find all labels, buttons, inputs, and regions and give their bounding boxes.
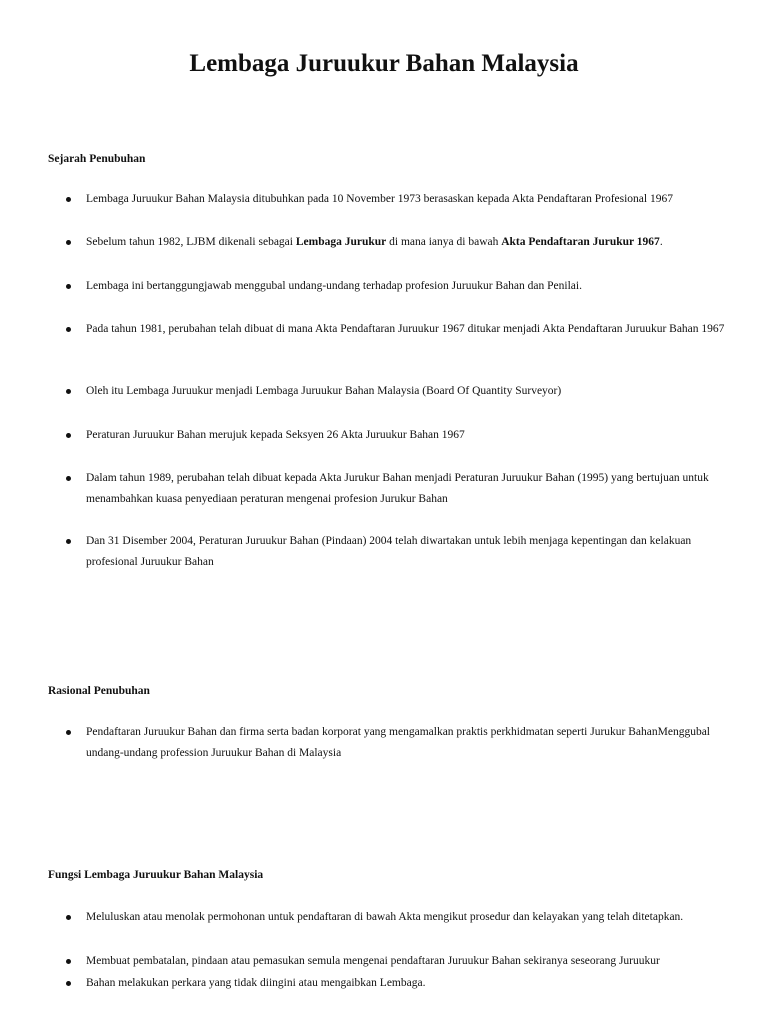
list-item [86,381,726,402]
list-item-text: Lembaga Juruukur Bahan Malaysia ditubuhkan pada 10 November 1973 berasaskan kepada Akta Pendaftaran Profesional 1967 [86,193,673,205]
bullet-icon [66,981,71,986]
page-title: Lembaga Juruukur Bahan Malaysia [189,50,579,77]
list-item [86,319,726,340]
list-item-text: di mana ianya di bawah [386,236,502,248]
list-item [86,189,726,210]
bullet-icon [66,915,71,920]
list-item-text: Peraturan Juruukur Bahan merujuk kepada Seksyen 26 Akta Juruukur Bahan 1967 [86,429,465,441]
list-item-text: Pendaftaran Juruukur Bahan dan firma serta badan korporat yang mengamalkan praktis perkhidmatan seperti Jurukur BahanMenggubal undang-undang profession Juruukur Bahan di Malaysia [86,726,710,759]
list-item-text: Lembaga ini bertanggungjawab menggubal undang-undang terhadap profesion Juruukur Bahan dan Penilai. [86,280,582,292]
list-item [86,468,726,510]
list-item [86,531,726,573]
list-item-text: Oleh itu Lembaga Juruukur menjadi Lembaga Juruukur Bahan Malaysia (Board Of Quantity Surveyor) [86,385,562,397]
bold-term: Lembaga Jurukur [295,236,387,248]
list-item [86,907,726,928]
list-item-text: Dalam tahun 1989, perubahan telah dibuat kepada Akta Jurukur Bahan menjadi Peraturan Juruukur Bahan (1995) yang bertujuan untuk menambahkan kuasa penyediaan peraturan mengenai profesion Jurukur Bahan [86,472,709,505]
list-item-text: Membuat pembatalan, pindaan atau pemasukan semula mengenai pendaftaran Juruukur Bahan sekiranya seseorang Juruukur [86,955,660,967]
section-heading-sejarah: Sejarah Penubuhan [48,153,146,165]
bullet-icon [66,730,71,735]
list-item-text: Sebelum tahun 1982, LJBM dikenali sebagai [86,236,296,248]
list-item-text: Meluluskan atau menolak permohonan untuk pendaftaran di bawah Akta mengikut prosedur dan kelayakan yang telah ditetapkan. [86,911,684,923]
list-item [86,722,726,764]
list-item-text: Dan 31 Disember 2004, Peraturan Juruukur Bahan (Pindaan) 2004 telah diwartakan untuk lebih menjaga kepentingan dan kelakuan profesional Juruukur Bahan [86,535,692,568]
bullet-icon [66,433,71,438]
list-item-text: Bahan melakukan perkara yang tidak diingini atau mengaibkan Lembaga. [86,977,426,989]
bullet-icon [66,240,71,245]
bullet-icon [66,327,71,332]
bullet-icon [66,389,71,394]
bullet-icon [66,197,71,202]
list-item-text: . [659,236,663,248]
bullet-icon [66,539,71,544]
list-item [86,276,726,297]
bullet-icon [66,959,71,964]
list-item [86,973,726,994]
bold-term: Akta Pendaftaran Jurukur 1967 [501,236,660,248]
bullet-icon [66,476,71,481]
list-item-text: Pada tahun 1981, perubahan telah dibuat di mana Akta Pendaftaran Juruukur 1967 ditukar menjadi Akta Pendaftaran Juruukur Bahan 1967 [86,323,725,335]
section-heading-fungsi: Fungsi Lembaga Juruukur Bahan Malaysia [48,869,264,881]
list-item [86,951,726,972]
section-heading-rasional: Rasional Penubuhan [48,685,150,697]
list-item [86,425,726,446]
list-item [86,232,726,253]
bullet-icon [66,284,71,289]
